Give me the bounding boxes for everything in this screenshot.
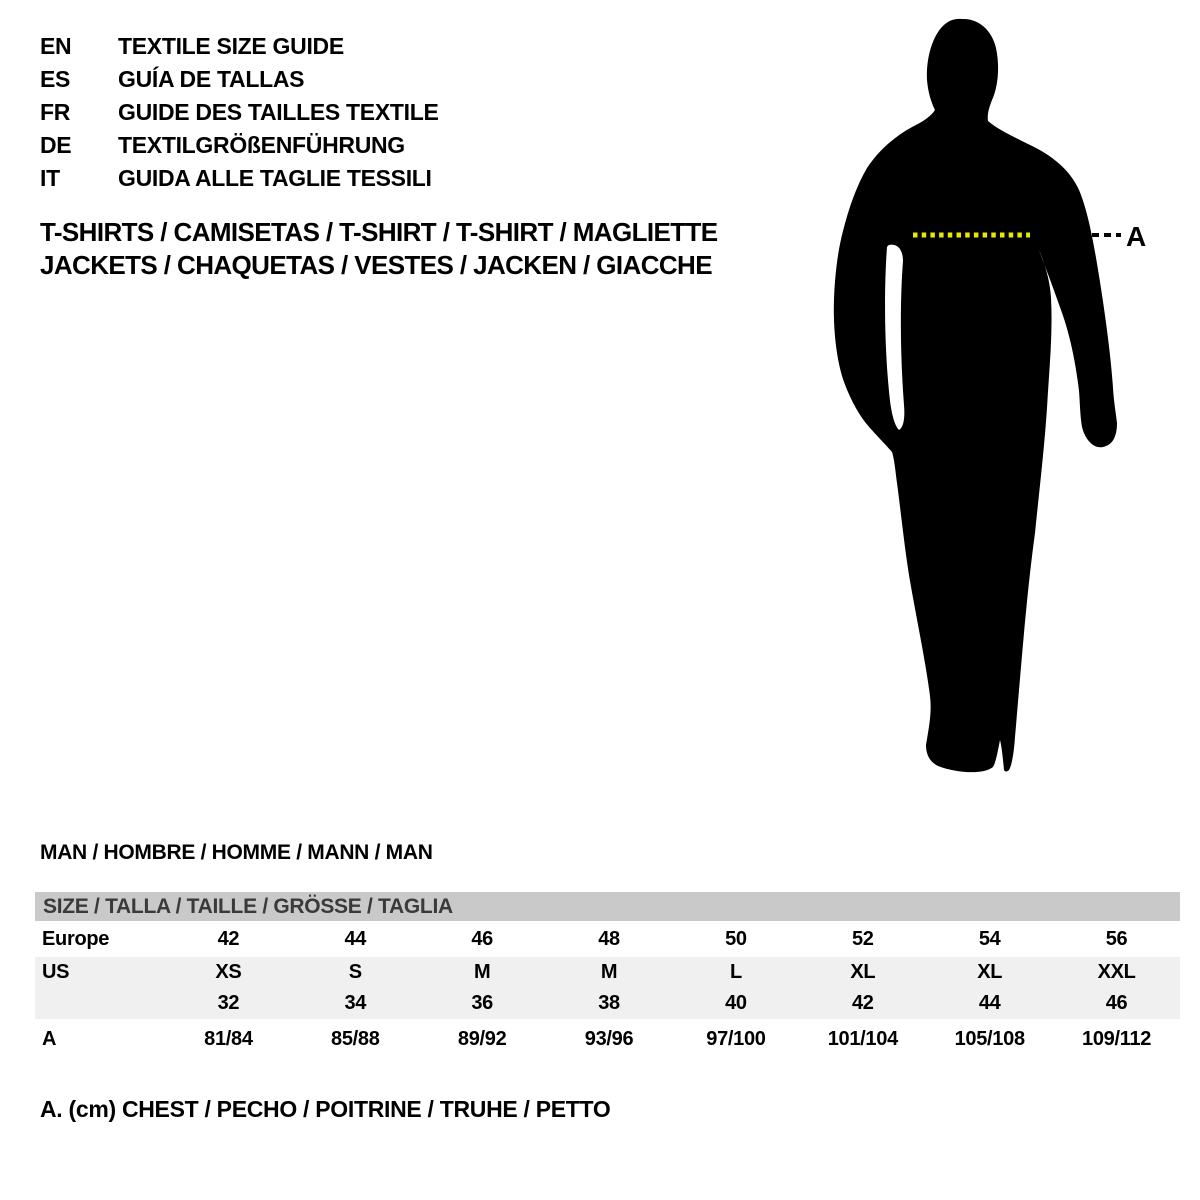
- size-cell: M: [600, 961, 618, 983]
- language-row-de: [40, 129, 439, 162]
- product-types: [40, 216, 718, 282]
- language-title: TEXTILE SIZE GUIDE: [118, 33, 344, 59]
- size-cell: 85/88: [331, 1027, 380, 1050]
- row-label: Europe: [42, 927, 110, 950]
- size-cell: XL: [977, 961, 1003, 983]
- row-label: A: [42, 1027, 57, 1050]
- measurement-footnote: A. (cm) CHEST / PECHO / POITRINE / TRUHE / PETTO: [40, 1096, 611, 1122]
- row-label: US: [42, 961, 70, 983]
- size-cell: 56: [1105, 927, 1128, 950]
- table-row-europe: [35, 921, 1180, 957]
- size-cell: XS: [215, 961, 242, 983]
- language-title: GUIDA ALLE TAGLIE TESSILI: [118, 165, 432, 191]
- table-row-chest: [35, 1019, 1180, 1059]
- language-code: EN: [40, 33, 72, 59]
- language-title: TEXTILGRÖßENFÜHRUNG: [118, 132, 405, 158]
- size-table-header: SIZE / TALLA / TAILLE / GRÖSSE / TAGLIA: [35, 892, 1180, 921]
- size-cell: 32: [217, 992, 240, 1014]
- size-table: [35, 892, 1180, 1059]
- size-cell: 97/100: [706, 1027, 766, 1050]
- language-row-fr: [40, 96, 439, 129]
- man-silhouette: [834, 19, 1117, 772]
- size-cell: 81/84: [204, 1027, 253, 1050]
- size-cell: 93/96: [584, 1027, 634, 1050]
- language-row-it: [40, 162, 439, 195]
- size-cell: 50: [725, 927, 747, 950]
- size-cell: 54: [978, 927, 1001, 950]
- size-cell: XL: [850, 961, 876, 983]
- size-cell: 40: [725, 992, 747, 1014]
- size-table-grid: [35, 921, 1180, 1059]
- size-cell: 46: [471, 927, 494, 950]
- size-cell: 52: [851, 927, 874, 950]
- size-cell: S: [348, 961, 362, 983]
- language-title: GUIDE DES TAILLES TEXTILE: [118, 99, 439, 125]
- language-code: DE: [40, 132, 72, 158]
- size-cell: 46: [1105, 992, 1128, 1014]
- language-title: GUÍA DE TALLAS: [118, 66, 305, 92]
- size-cell: 34: [344, 992, 367, 1014]
- size-cell: 109/112: [1082, 1027, 1152, 1050]
- size-cell: 48: [598, 927, 620, 950]
- table-row-us: [35, 957, 1180, 988]
- size-cell: L: [729, 961, 742, 983]
- size-cell: 38: [598, 992, 620, 1014]
- language-code: IT: [40, 165, 60, 191]
- size-cell: M: [474, 961, 491, 983]
- size-cell: 44: [978, 992, 1001, 1014]
- table-row-numeric: [35, 988, 1180, 1019]
- language-list: [40, 30, 439, 195]
- row-label: [35, 988, 165, 1019]
- man-figure: [825, 15, 1155, 795]
- language-code: ES: [40, 66, 71, 92]
- size-cell: 89/92: [457, 1027, 507, 1050]
- language-code: FR: [40, 99, 71, 125]
- product-types-line-1: T-SHIRTS / CAMISETAS / T-SHIRT / T-SHIRT / MAGLIETTE: [40, 217, 718, 247]
- measurement-label-a: A: [1126, 221, 1147, 252]
- language-row-en: [40, 30, 439, 63]
- language-row-es: [40, 63, 439, 96]
- product-types-line-2: JACKETS / CHAQUETAS / VESTES / JACKEN / GIACCHE: [40, 250, 712, 280]
- size-cell: 36: [471, 992, 494, 1014]
- size-cell: 101/104: [827, 1027, 898, 1050]
- size-cell: 105/108: [954, 1027, 1025, 1050]
- size-cell: 44: [344, 927, 367, 950]
- size-cell: 42: [851, 992, 874, 1014]
- size-cell: XXL: [1097, 961, 1136, 983]
- size-cell: 42: [217, 927, 240, 950]
- section-title-man: MAN / HOMBRE / HOMME / MANN / MAN: [40, 841, 433, 864]
